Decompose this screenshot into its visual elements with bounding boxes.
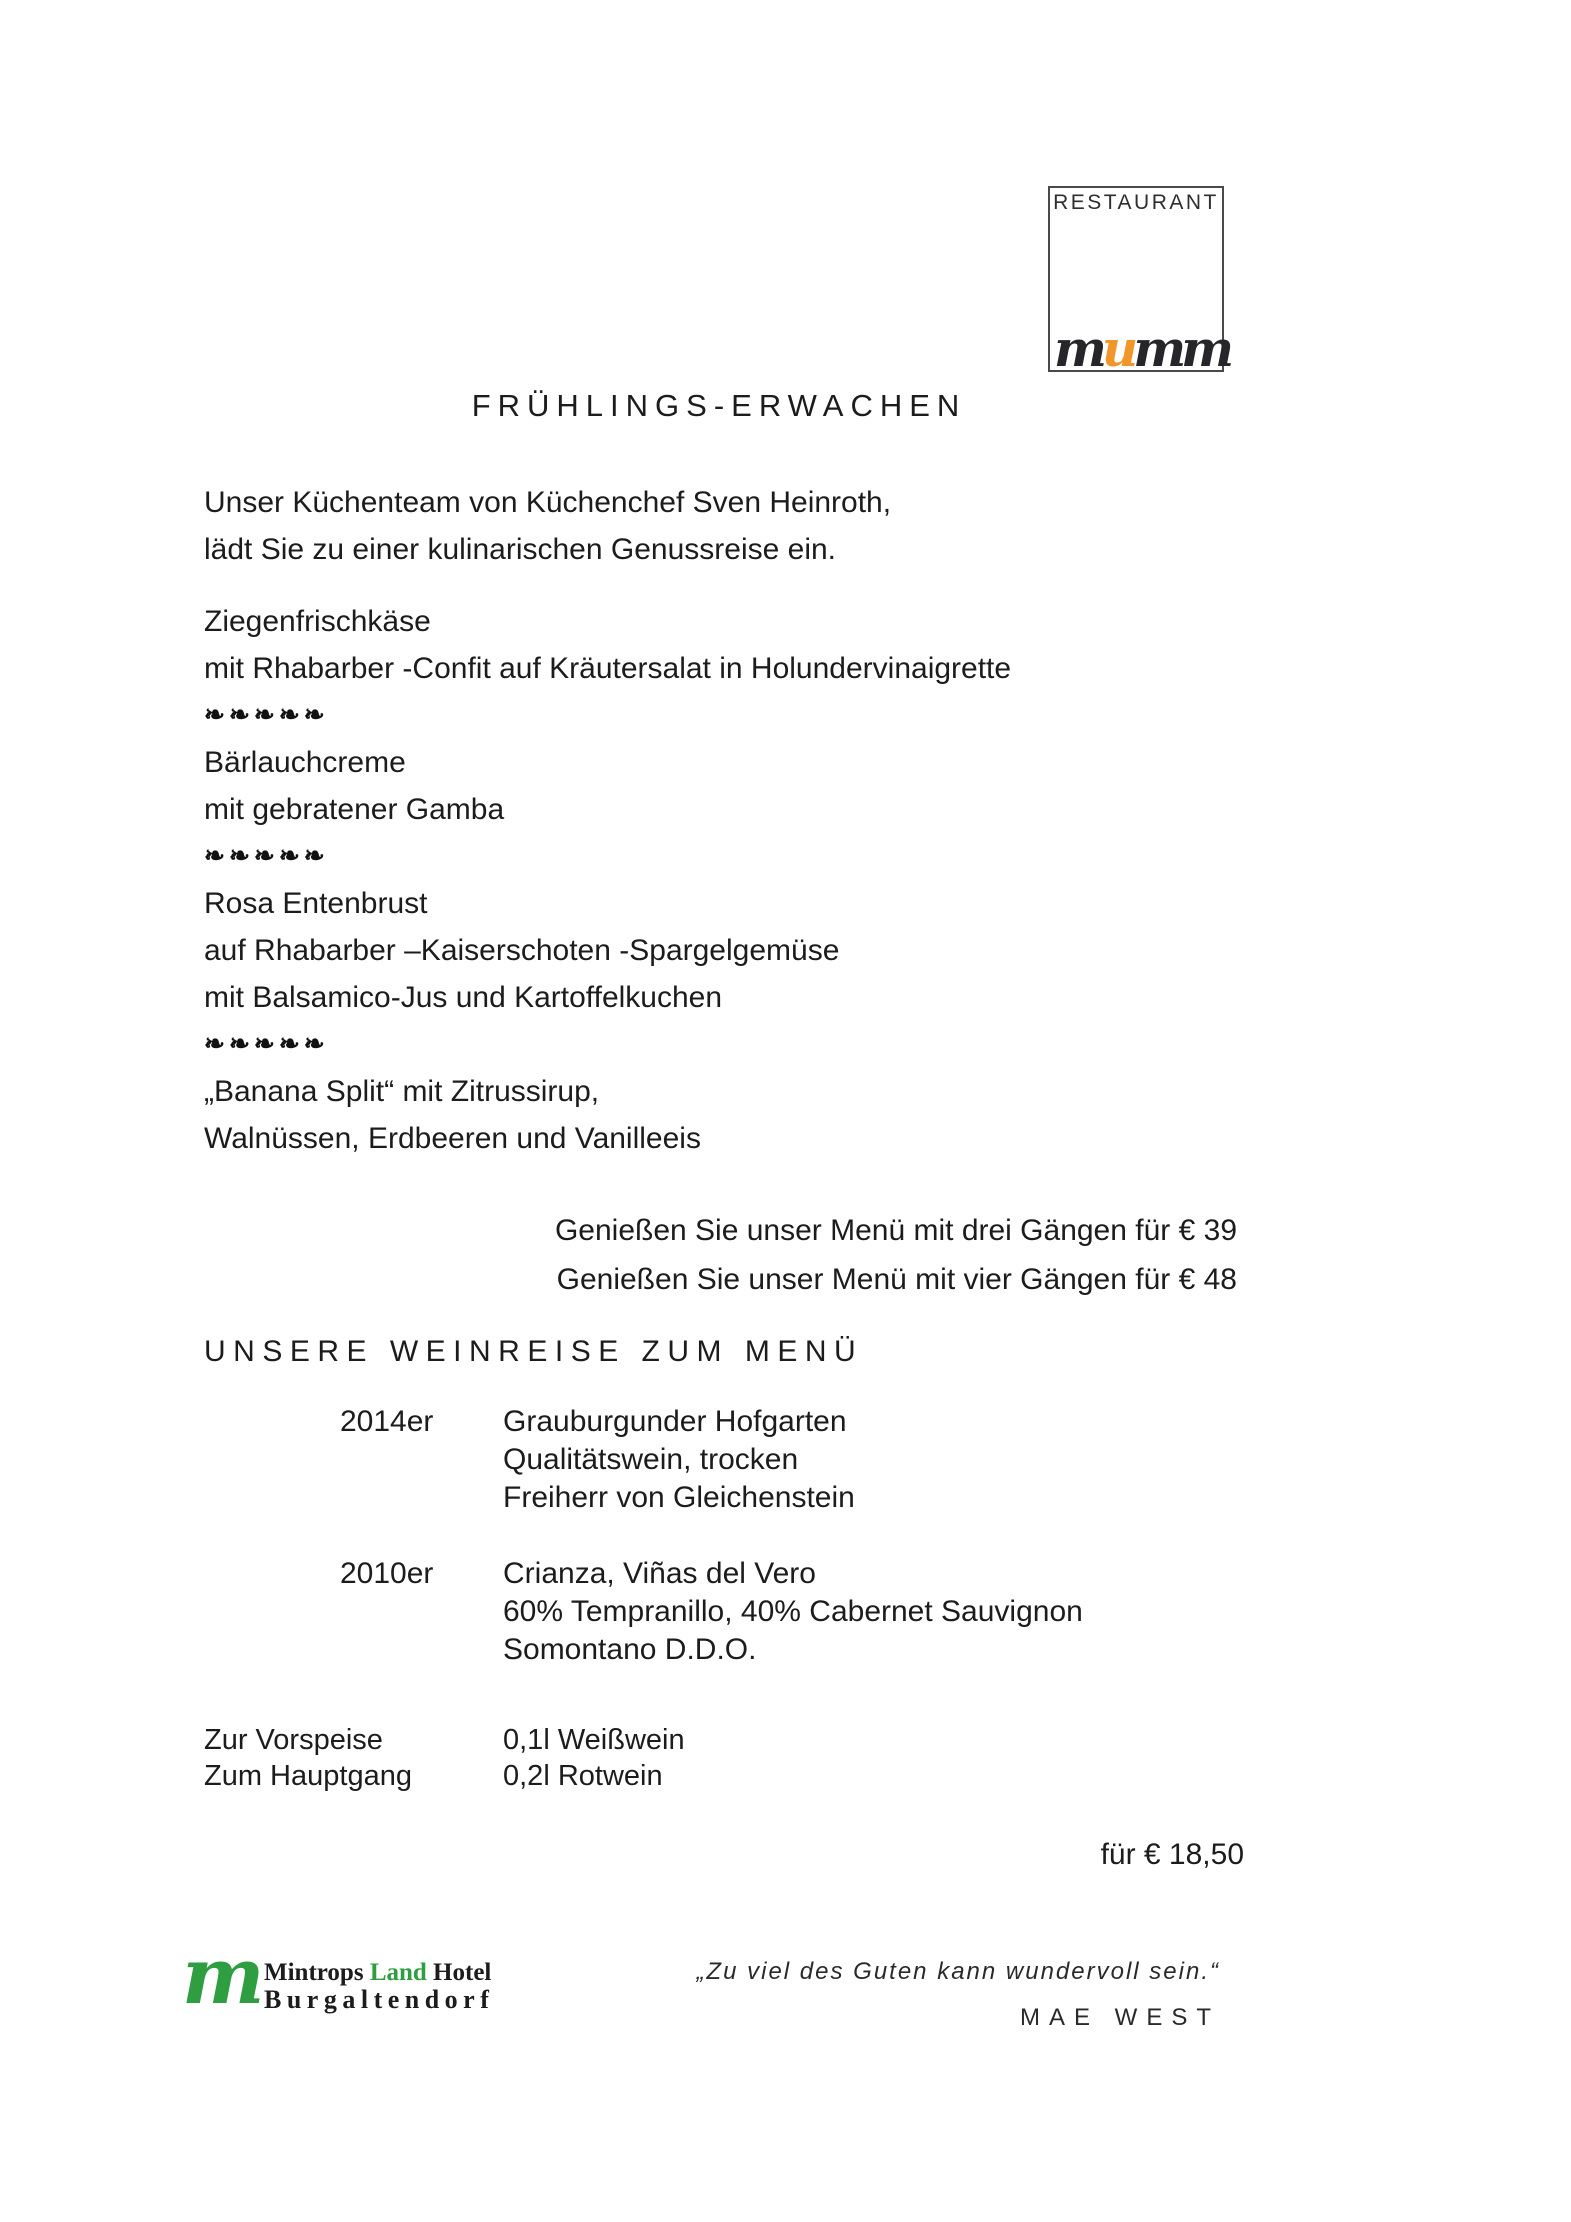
course-line: Rosa Entenbrust — [204, 887, 428, 920]
hotel-location: Burgaltendorf — [264, 1985, 495, 2014]
course-line: mit Balsamico-Jus und Kartoffelkuchen — [204, 981, 723, 1014]
course-line: mit Rhabarber -Confit auf Kräutersalat in Holundervinaigrette — [204, 652, 1012, 685]
page-title: FRÜHLINGS-ERWACHEN — [471, 388, 967, 423]
wine-description-line: Qualitätswein, trocken — [503, 1443, 799, 1476]
logo-mumm-script — [1054, 319, 1229, 378]
pairing-course: Zur Vorspeise — [204, 1724, 383, 1756]
course-line: Walnüssen, Erdbeeren und Vanilleeis — [204, 1122, 701, 1155]
wine-vintage: 2010er — [340, 1557, 434, 1590]
pairing-course: Zum Hauptgang — [204, 1760, 412, 1792]
wine-description-line: 60% Tempranillo, 40% Cabernet Sauvignon — [503, 1595, 1083, 1628]
hotel-logo-text — [264, 1960, 494, 2014]
restaurant-mumm-logo — [1048, 186, 1230, 378]
logo-script-mm: mm — [1133, 319, 1230, 378]
menu-price-three-courses: Genießen Sie unser Menü mit drei Gängen für € 39 — [554, 1214, 1237, 1247]
logo-script-u-orange: u — [1101, 319, 1134, 378]
ornament-separator: ❧❧❧❧❧ — [204, 1030, 329, 1058]
wine-list — [340, 1403, 1083, 1707]
course-line: „Banana Split“ mit Zitrussirup, — [204, 1075, 600, 1108]
ornament-separator: ❧❧❧❧❧ — [204, 701, 329, 729]
intro-line-1: Unser Küchenteam von Küchenchef Sven Heinroth, — [204, 486, 892, 519]
pairing-row — [204, 1758, 685, 1794]
footer-quote-author: MAE WEST — [1019, 2004, 1220, 2031]
wine-entry — [340, 1403, 1083, 1517]
course-line: mit gebratener Gamba — [204, 793, 505, 826]
menu-pricing — [555, 1206, 1237, 1304]
logo-script-m: m — [1054, 319, 1102, 378]
hotel-name-land: Land — [369, 1959, 427, 1986]
wine-description-line: Grauburgunder Hofgarten — [503, 1405, 847, 1438]
hotel-name — [264, 1960, 494, 1986]
wine-journey-price: für € 18,50 — [1100, 1838, 1244, 1871]
wine-section-heading: UNSERE WEINREISE ZUM MENÜ — [204, 1335, 864, 1368]
hotel-name-mintrops: Mintrops — [264, 1959, 364, 1986]
wine-pairings — [204, 1722, 685, 1794]
ornament-separator: ❧❧❧❧❧ — [204, 842, 329, 870]
wine-entry — [340, 1555, 1083, 1669]
intro-text — [204, 479, 891, 573]
pairing-row — [204, 1722, 685, 1758]
course-line: Bärlauchcreme — [204, 746, 406, 779]
wine-description — [503, 1555, 1083, 1669]
pairing-serving: 0,1l Weißwein — [503, 1724, 685, 1756]
pairing-serving: 0,2l Rotwein — [503, 1760, 663, 1792]
wine-description-line: Crianza, Viñas del Vero — [503, 1557, 816, 1590]
menu-price-four-courses: Genießen Sie unser Menü mit vier Gängen für € 48 — [556, 1263, 1237, 1296]
course-line: auf Rhabarber –Kaiserschoten -Spargelgemüse — [204, 934, 840, 967]
course-line: Ziegenfrischkäse — [204, 605, 431, 638]
wine-description-line: Freiherr von Gleichenstein — [503, 1481, 855, 1514]
wine-description-line: Somontano D.D.O. — [503, 1633, 757, 1666]
hotel-m-mark-icon: m — [182, 1931, 265, 2022]
footer-quote: „Zu viel des Guten kann wundervoll sein.“ — [696, 1958, 1220, 1985]
course-list — [204, 598, 1011, 1162]
logo-restaurant-label: RESTAURANT — [1053, 191, 1219, 214]
hotel-name-hotel: Hotel — [433, 1959, 492, 1986]
wine-description — [503, 1403, 855, 1517]
intro-line-2: lädt Sie zu einer kulinarischen Genussreise ein. — [204, 533, 837, 566]
wine-vintage: 2014er — [340, 1405, 434, 1438]
